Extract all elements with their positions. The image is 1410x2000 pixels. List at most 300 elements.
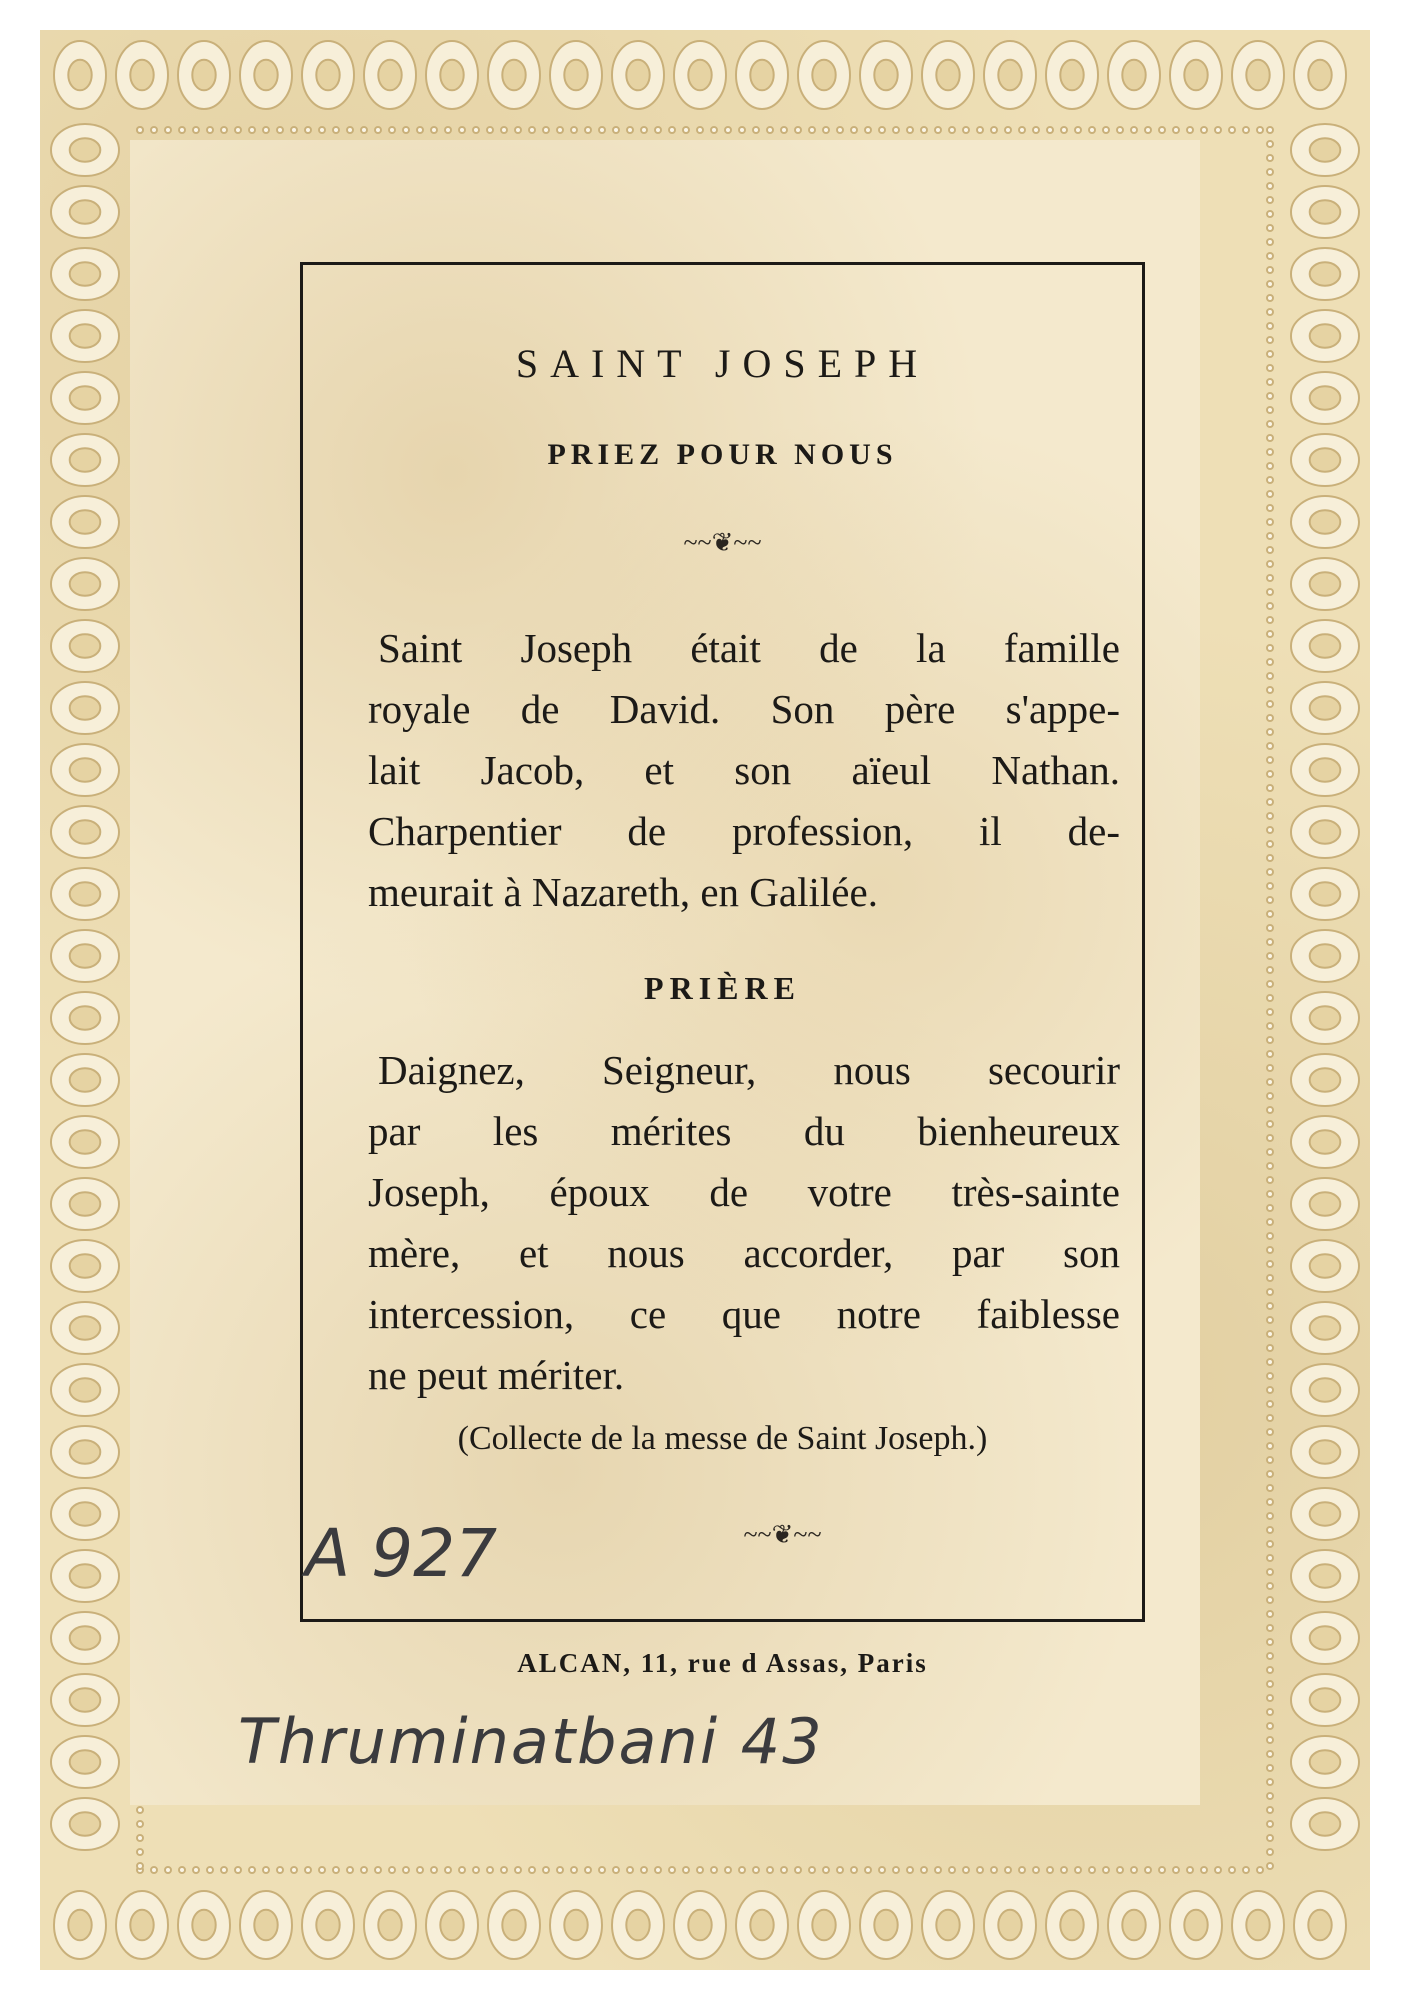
lace-scallop xyxy=(1291,434,1359,486)
card-title: SAINT JOSEPH xyxy=(515,341,930,386)
perforation-dot xyxy=(1267,673,1273,679)
lace-scallop xyxy=(860,41,912,109)
lace-scallop xyxy=(364,41,416,109)
lace-scallop xyxy=(612,41,664,109)
perforation-dot xyxy=(137,127,143,133)
lace-scallop xyxy=(51,1674,119,1726)
lace-hole xyxy=(936,60,959,91)
perforation-dot xyxy=(389,1867,395,1873)
perforation-dot xyxy=(417,127,423,133)
perforation-dot xyxy=(851,127,857,133)
perforation-dot xyxy=(571,1867,577,1873)
lace-scallop xyxy=(860,1891,912,1959)
lace-hole xyxy=(70,1316,101,1339)
lace-hole xyxy=(1310,758,1341,781)
lace-scallop xyxy=(488,1891,540,1959)
perforation-dot xyxy=(1267,1457,1273,1463)
lace-hole xyxy=(1310,1316,1341,1339)
perforation-dot xyxy=(389,127,395,133)
lace-scallop xyxy=(51,930,119,982)
perforation-dot xyxy=(263,1867,269,1873)
lace-scallop xyxy=(51,1612,119,1664)
perforation-dot xyxy=(1267,995,1273,1001)
lace-hole xyxy=(1310,944,1341,967)
perforation-dot xyxy=(1267,1681,1273,1687)
perforation-dot xyxy=(1267,197,1273,203)
perforation-dot xyxy=(1267,309,1273,315)
lace-scallop xyxy=(51,558,119,610)
lace-scallop xyxy=(674,1891,726,1959)
perforation-dot xyxy=(977,1867,983,1873)
perforation-dot xyxy=(151,1867,157,1873)
perforation-dot xyxy=(809,127,815,133)
perforation-dot xyxy=(361,1867,367,1873)
perforation-dot xyxy=(137,1835,143,1841)
perforation-dot xyxy=(1267,533,1273,539)
perforation-dot xyxy=(963,1867,969,1873)
lace-scallop xyxy=(51,1488,119,1540)
perforation-dot xyxy=(1159,127,1165,133)
lace-scallop xyxy=(1291,1488,1359,1540)
perforation-dot xyxy=(1267,771,1273,777)
perforation-dot xyxy=(333,127,339,133)
perforation-dot xyxy=(1005,1867,1011,1873)
prayer-line: Daignez, Seigneur, nous secourir xyxy=(378,1047,1120,1093)
perforation-dot xyxy=(893,127,899,133)
perforation-dot xyxy=(1267,1709,1273,1715)
lace-hole xyxy=(812,60,835,91)
perforation-dot xyxy=(1267,1737,1273,1743)
perforation-dot xyxy=(1267,477,1273,483)
perforation-dot xyxy=(767,1867,773,1873)
lace-hole xyxy=(998,60,1021,91)
perforation-dot xyxy=(599,1867,605,1873)
perforation-dot xyxy=(1267,1093,1273,1099)
perforation-dot xyxy=(1267,1625,1273,1631)
lace-hole xyxy=(1308,1910,1331,1941)
perforation-dot xyxy=(697,127,703,133)
lace-hole xyxy=(192,1910,215,1941)
perforation-dot xyxy=(529,1867,535,1873)
perforation-dot xyxy=(1267,463,1273,469)
lace-hole xyxy=(130,1910,153,1941)
perforation-dot xyxy=(361,127,367,133)
perforation-dot xyxy=(1267,127,1273,133)
perforation-dot xyxy=(487,127,493,133)
perforation-dot xyxy=(795,1867,801,1873)
perforation-dot xyxy=(207,127,213,133)
lace-hole xyxy=(688,1910,711,1941)
perforation-dot xyxy=(1267,141,1273,147)
lace-hole xyxy=(1310,448,1341,471)
lace-scallop xyxy=(240,41,292,109)
lace-scallop xyxy=(51,372,119,424)
perforation-dot xyxy=(1267,407,1273,413)
lace-scallop xyxy=(1291,1116,1359,1168)
lace-hole xyxy=(316,60,339,91)
perforation-dot xyxy=(1267,1485,1273,1491)
lace-hole xyxy=(254,60,277,91)
perforation-dot xyxy=(1267,1779,1273,1785)
perforation-dot xyxy=(1267,337,1273,343)
perforation-dot xyxy=(1267,813,1273,819)
perforation-dot xyxy=(1267,715,1273,721)
lace-hole xyxy=(70,138,101,161)
perforation-dot xyxy=(1267,1793,1273,1799)
lace-scallop xyxy=(51,186,119,238)
perforation-dot xyxy=(305,1867,311,1873)
biography-line: meurait à Nazareth, en Galilée. xyxy=(368,869,878,915)
perforation-dot xyxy=(627,127,633,133)
prayer-line: Joseph, époux de votre très-sainte xyxy=(368,1169,1120,1215)
prayer-line: ne peut mériter. xyxy=(368,1352,625,1398)
perforation-dot xyxy=(641,127,647,133)
lace-hole xyxy=(70,944,101,967)
perforation-dot xyxy=(725,127,731,133)
perforation-dot xyxy=(1267,449,1273,455)
lace-scallop xyxy=(51,744,119,796)
lace-scallop xyxy=(51,1054,119,1106)
perforation-dot xyxy=(557,127,563,133)
perforation-dot xyxy=(1267,295,1273,301)
perforation-dot xyxy=(179,127,185,133)
perforation-dot xyxy=(1173,127,1179,133)
perforation-dot xyxy=(1215,1867,1221,1873)
lace-hole xyxy=(70,820,101,843)
perforation-dot xyxy=(1061,127,1067,133)
lace-scallop xyxy=(1232,41,1284,109)
perforation-dot xyxy=(1061,1867,1067,1873)
perforation-dot xyxy=(1267,1821,1273,1827)
perforation-dot xyxy=(1267,393,1273,399)
lace-hole xyxy=(1310,262,1341,285)
perforation-dot xyxy=(837,1867,843,1873)
lace-hole xyxy=(936,1910,959,1941)
prayer-line: par les mérites du bienheureux xyxy=(368,1108,1120,1154)
perforation-dot xyxy=(1267,1471,1273,1477)
perforation-dot xyxy=(1267,603,1273,609)
card-subtitle: PRIEZ POUR NOUS xyxy=(547,438,898,471)
lace-hole xyxy=(874,60,897,91)
biography-line: Saint Joseph était de la famille xyxy=(378,625,1120,671)
lace-scallop xyxy=(736,41,788,109)
lace-hole xyxy=(1310,1626,1341,1649)
perforation-dot xyxy=(991,1867,997,1873)
perforation-dot xyxy=(1229,1867,1235,1873)
lace-hole xyxy=(254,1910,277,1941)
perforation-dot xyxy=(1267,1247,1273,1253)
perforation-dot xyxy=(1201,1867,1207,1873)
lace-hole xyxy=(70,1750,101,1773)
handwritten-number: A 927 xyxy=(305,1515,498,1592)
perforation-dot xyxy=(949,127,955,133)
perforation-dot xyxy=(235,127,241,133)
lace-scallop xyxy=(51,310,119,362)
perforation-dot xyxy=(1267,1541,1273,1547)
perforation-dot xyxy=(1103,127,1109,133)
perforation-dot xyxy=(137,1849,143,1855)
lace-scallop xyxy=(1291,930,1359,982)
perforation-dot xyxy=(1267,925,1273,931)
lace-scallop xyxy=(51,434,119,486)
lace-hole xyxy=(1308,60,1331,91)
perforation-dot xyxy=(921,1867,927,1873)
perforation-dot xyxy=(935,127,941,133)
lace-hole xyxy=(1246,1910,1269,1941)
perforation-dot xyxy=(1267,379,1273,385)
perforation-dot xyxy=(1267,981,1273,987)
perforation-dot xyxy=(1267,267,1273,273)
lace-scallop xyxy=(51,1116,119,1168)
lace-hole xyxy=(1310,1130,1341,1153)
perforation-dot xyxy=(347,127,353,133)
perforation-dot xyxy=(375,127,381,133)
perforation-dot xyxy=(1267,211,1273,217)
perforation-dot xyxy=(1267,1373,1273,1379)
perforation-dot xyxy=(333,1867,339,1873)
perforation-dot xyxy=(1257,1867,1263,1873)
perforation-dot xyxy=(1267,1443,1273,1449)
perforation-dot xyxy=(1229,127,1235,133)
prayer-text xyxy=(368,1040,1120,1406)
lace-hole xyxy=(564,60,587,91)
lace-scallop xyxy=(1046,1891,1098,1959)
lace-scallop xyxy=(1108,1891,1160,1959)
perforation-dot xyxy=(1267,1387,1273,1393)
perforation-dot xyxy=(697,1867,703,1873)
lace-hole xyxy=(70,1502,101,1525)
perforation-dot xyxy=(1267,281,1273,287)
perforation-dot xyxy=(1267,897,1273,903)
perforation-dot xyxy=(1131,127,1137,133)
perforation-dot xyxy=(1267,883,1273,889)
perforation-dot xyxy=(1267,1527,1273,1533)
perforation-dot xyxy=(305,127,311,133)
perforation-dot xyxy=(1131,1867,1137,1873)
lace-hole xyxy=(1122,1910,1145,1941)
perforation-dot xyxy=(781,1867,787,1873)
perforation-dot xyxy=(1187,127,1193,133)
lace-scallop xyxy=(1291,744,1359,796)
perforation-dot xyxy=(739,1867,745,1873)
biography-line: lait Jacob, et son aïeul Nathan. xyxy=(368,747,1120,793)
perforation-dot xyxy=(1267,1065,1273,1071)
lace-scallop xyxy=(51,1302,119,1354)
perforation-dot xyxy=(1201,127,1207,133)
perforation-dot xyxy=(823,1867,829,1873)
perforation-dot xyxy=(1267,827,1273,833)
perforation-dot xyxy=(1267,1695,1273,1701)
lace-scallop xyxy=(54,41,106,109)
lace-scallop xyxy=(1291,1054,1359,1106)
lace-hole xyxy=(70,1812,101,1835)
perforation-dot xyxy=(1019,1867,1025,1873)
lace-scallop xyxy=(302,1891,354,1959)
perforation-dot xyxy=(627,1867,633,1873)
lace-hole xyxy=(1310,510,1341,533)
lace-scallop xyxy=(1294,41,1346,109)
perforation-dot xyxy=(711,127,717,133)
perforation-dot xyxy=(1267,1415,1273,1421)
perforation-dot xyxy=(1267,1149,1273,1155)
lace-scallop xyxy=(1108,41,1160,109)
lace-hole xyxy=(70,1440,101,1463)
lace-scallop xyxy=(178,1891,230,1959)
perforation-dot xyxy=(277,1867,283,1873)
lace-hole xyxy=(1310,1440,1341,1463)
perforation-dot xyxy=(403,1867,409,1873)
lace-hole xyxy=(192,60,215,91)
lace-hole xyxy=(1310,696,1341,719)
perforation-dot xyxy=(1215,127,1221,133)
lace-scallop xyxy=(1291,558,1359,610)
ornament-top: ~~❦~~ xyxy=(683,528,762,557)
lace-hole xyxy=(626,60,649,91)
lace-hole xyxy=(378,60,401,91)
perforation-dot xyxy=(1267,1107,1273,1113)
perforation-dot xyxy=(417,1867,423,1873)
perforation-dot xyxy=(473,1867,479,1873)
perforation-dot xyxy=(1267,1513,1273,1519)
lace-hole xyxy=(70,758,101,781)
perforation-dot xyxy=(1267,967,1273,973)
perforation-dot xyxy=(1033,1867,1039,1873)
perforation-dot xyxy=(1267,841,1273,847)
perforation-dot xyxy=(165,1867,171,1873)
perforation-dot xyxy=(1267,1191,1273,1197)
lace-hole xyxy=(70,1626,101,1649)
lace-scallop xyxy=(51,682,119,734)
lace-hole xyxy=(1310,1378,1341,1401)
perforation-dot xyxy=(151,127,157,133)
perforation-dot xyxy=(1267,1583,1273,1589)
perforation-dot xyxy=(1145,1867,1151,1873)
perforation-dot xyxy=(1267,785,1273,791)
perforation-dot xyxy=(781,127,787,133)
perforation-dot xyxy=(669,127,675,133)
perforation-dot xyxy=(1267,421,1273,427)
lace-scallop xyxy=(1291,1550,1359,1602)
biography-line: Charpentier de profession, il de- xyxy=(368,808,1120,854)
perforation-dot xyxy=(1267,1835,1273,1841)
perforation-dot xyxy=(1267,1135,1273,1141)
perforation-dot xyxy=(221,1867,227,1873)
perforation-dot xyxy=(1267,1401,1273,1407)
perforation-dot xyxy=(1267,1863,1273,1869)
publisher-imprint: ALCAN, 11, rue d Assas, Paris xyxy=(517,1648,928,1678)
lace-hole xyxy=(1310,1688,1341,1711)
lace-hole xyxy=(688,60,711,91)
perforation-dot xyxy=(193,1867,199,1873)
lace-scallop xyxy=(736,1891,788,1959)
lace-hole xyxy=(1310,324,1341,347)
perforation-dot xyxy=(1075,127,1081,133)
perforation-dot xyxy=(1267,1807,1273,1813)
perforation-dot xyxy=(1267,1303,1273,1309)
lace-scallop xyxy=(1291,1302,1359,1354)
perforation-dot xyxy=(543,1867,549,1873)
perforation-dot xyxy=(655,1867,661,1873)
perforation-dot xyxy=(473,127,479,133)
perforation-dot xyxy=(137,1867,143,1873)
lace-scallop xyxy=(51,868,119,920)
lace-scallop xyxy=(51,1736,119,1788)
perforation-dot xyxy=(837,127,843,133)
lace-hole xyxy=(1310,820,1341,843)
lace-scallop xyxy=(426,41,478,109)
lace-scallop xyxy=(116,1891,168,1959)
perforation-dot xyxy=(375,1867,381,1873)
lace-scallop xyxy=(1291,806,1359,858)
perforation-dot xyxy=(431,1867,437,1873)
lace-hole xyxy=(70,386,101,409)
perforation-dot xyxy=(1267,631,1273,637)
perforation-dot xyxy=(1033,127,1039,133)
perforation-dot xyxy=(753,1867,759,1873)
lace-scallop xyxy=(798,41,850,109)
lace-scallop xyxy=(1291,868,1359,920)
perforation-dot xyxy=(1267,1051,1273,1057)
lace-scallop xyxy=(51,1798,119,1850)
perforation-dot xyxy=(1267,505,1273,511)
lace-scallop xyxy=(1170,41,1222,109)
perforation-dot xyxy=(1267,1233,1273,1239)
lace-hole xyxy=(998,1910,1021,1941)
perforation-dot xyxy=(1267,855,1273,861)
lace-scallop xyxy=(1291,1612,1359,1664)
handwritten-note: Thruminatbani 43 xyxy=(238,1705,824,1778)
perforation-dot xyxy=(1267,1205,1273,1211)
lace-scallop xyxy=(922,1891,974,1959)
lace-hole xyxy=(1310,138,1341,161)
lace-scallop xyxy=(1291,1178,1359,1230)
perforation-dot xyxy=(1267,351,1273,357)
perforation-dot xyxy=(249,127,255,133)
lace-hole xyxy=(1310,1502,1341,1525)
perforation-dot xyxy=(319,127,325,133)
perforation-dot xyxy=(263,127,269,133)
lace-hole xyxy=(1184,1910,1207,1941)
perforation-dot xyxy=(963,127,969,133)
perforation-dot xyxy=(1267,169,1273,175)
perforation-dot xyxy=(1267,1723,1273,1729)
perforation-dot xyxy=(1267,1751,1273,1757)
perforation-dot xyxy=(1267,645,1273,651)
perforation-dot xyxy=(1267,1611,1273,1617)
perforation-dot xyxy=(207,1867,213,1873)
perforation-dot xyxy=(893,1867,899,1873)
lace-scallop xyxy=(364,1891,416,1959)
perforation-dot xyxy=(1117,127,1123,133)
perforation-dot xyxy=(655,127,661,133)
lace-hole xyxy=(68,1910,91,1941)
perforation-dot xyxy=(1267,1275,1273,1281)
perforation-dot xyxy=(823,127,829,133)
perforation-dot xyxy=(347,1867,353,1873)
lace-hole xyxy=(70,1006,101,1029)
lace-scallop xyxy=(54,1891,106,1959)
perforation-dot xyxy=(809,1867,815,1873)
perforation-dot xyxy=(1267,911,1273,917)
perforation-dot xyxy=(1005,127,1011,133)
perforation-dot xyxy=(613,1867,619,1873)
perforation-dot xyxy=(1267,1177,1273,1183)
lace-hole xyxy=(70,324,101,347)
perforation-dot xyxy=(1267,1849,1273,1855)
lace-scallop xyxy=(1046,41,1098,109)
lace-scallop xyxy=(1291,620,1359,672)
biography-line: royale de David. Son père s'appe- xyxy=(368,686,1120,732)
